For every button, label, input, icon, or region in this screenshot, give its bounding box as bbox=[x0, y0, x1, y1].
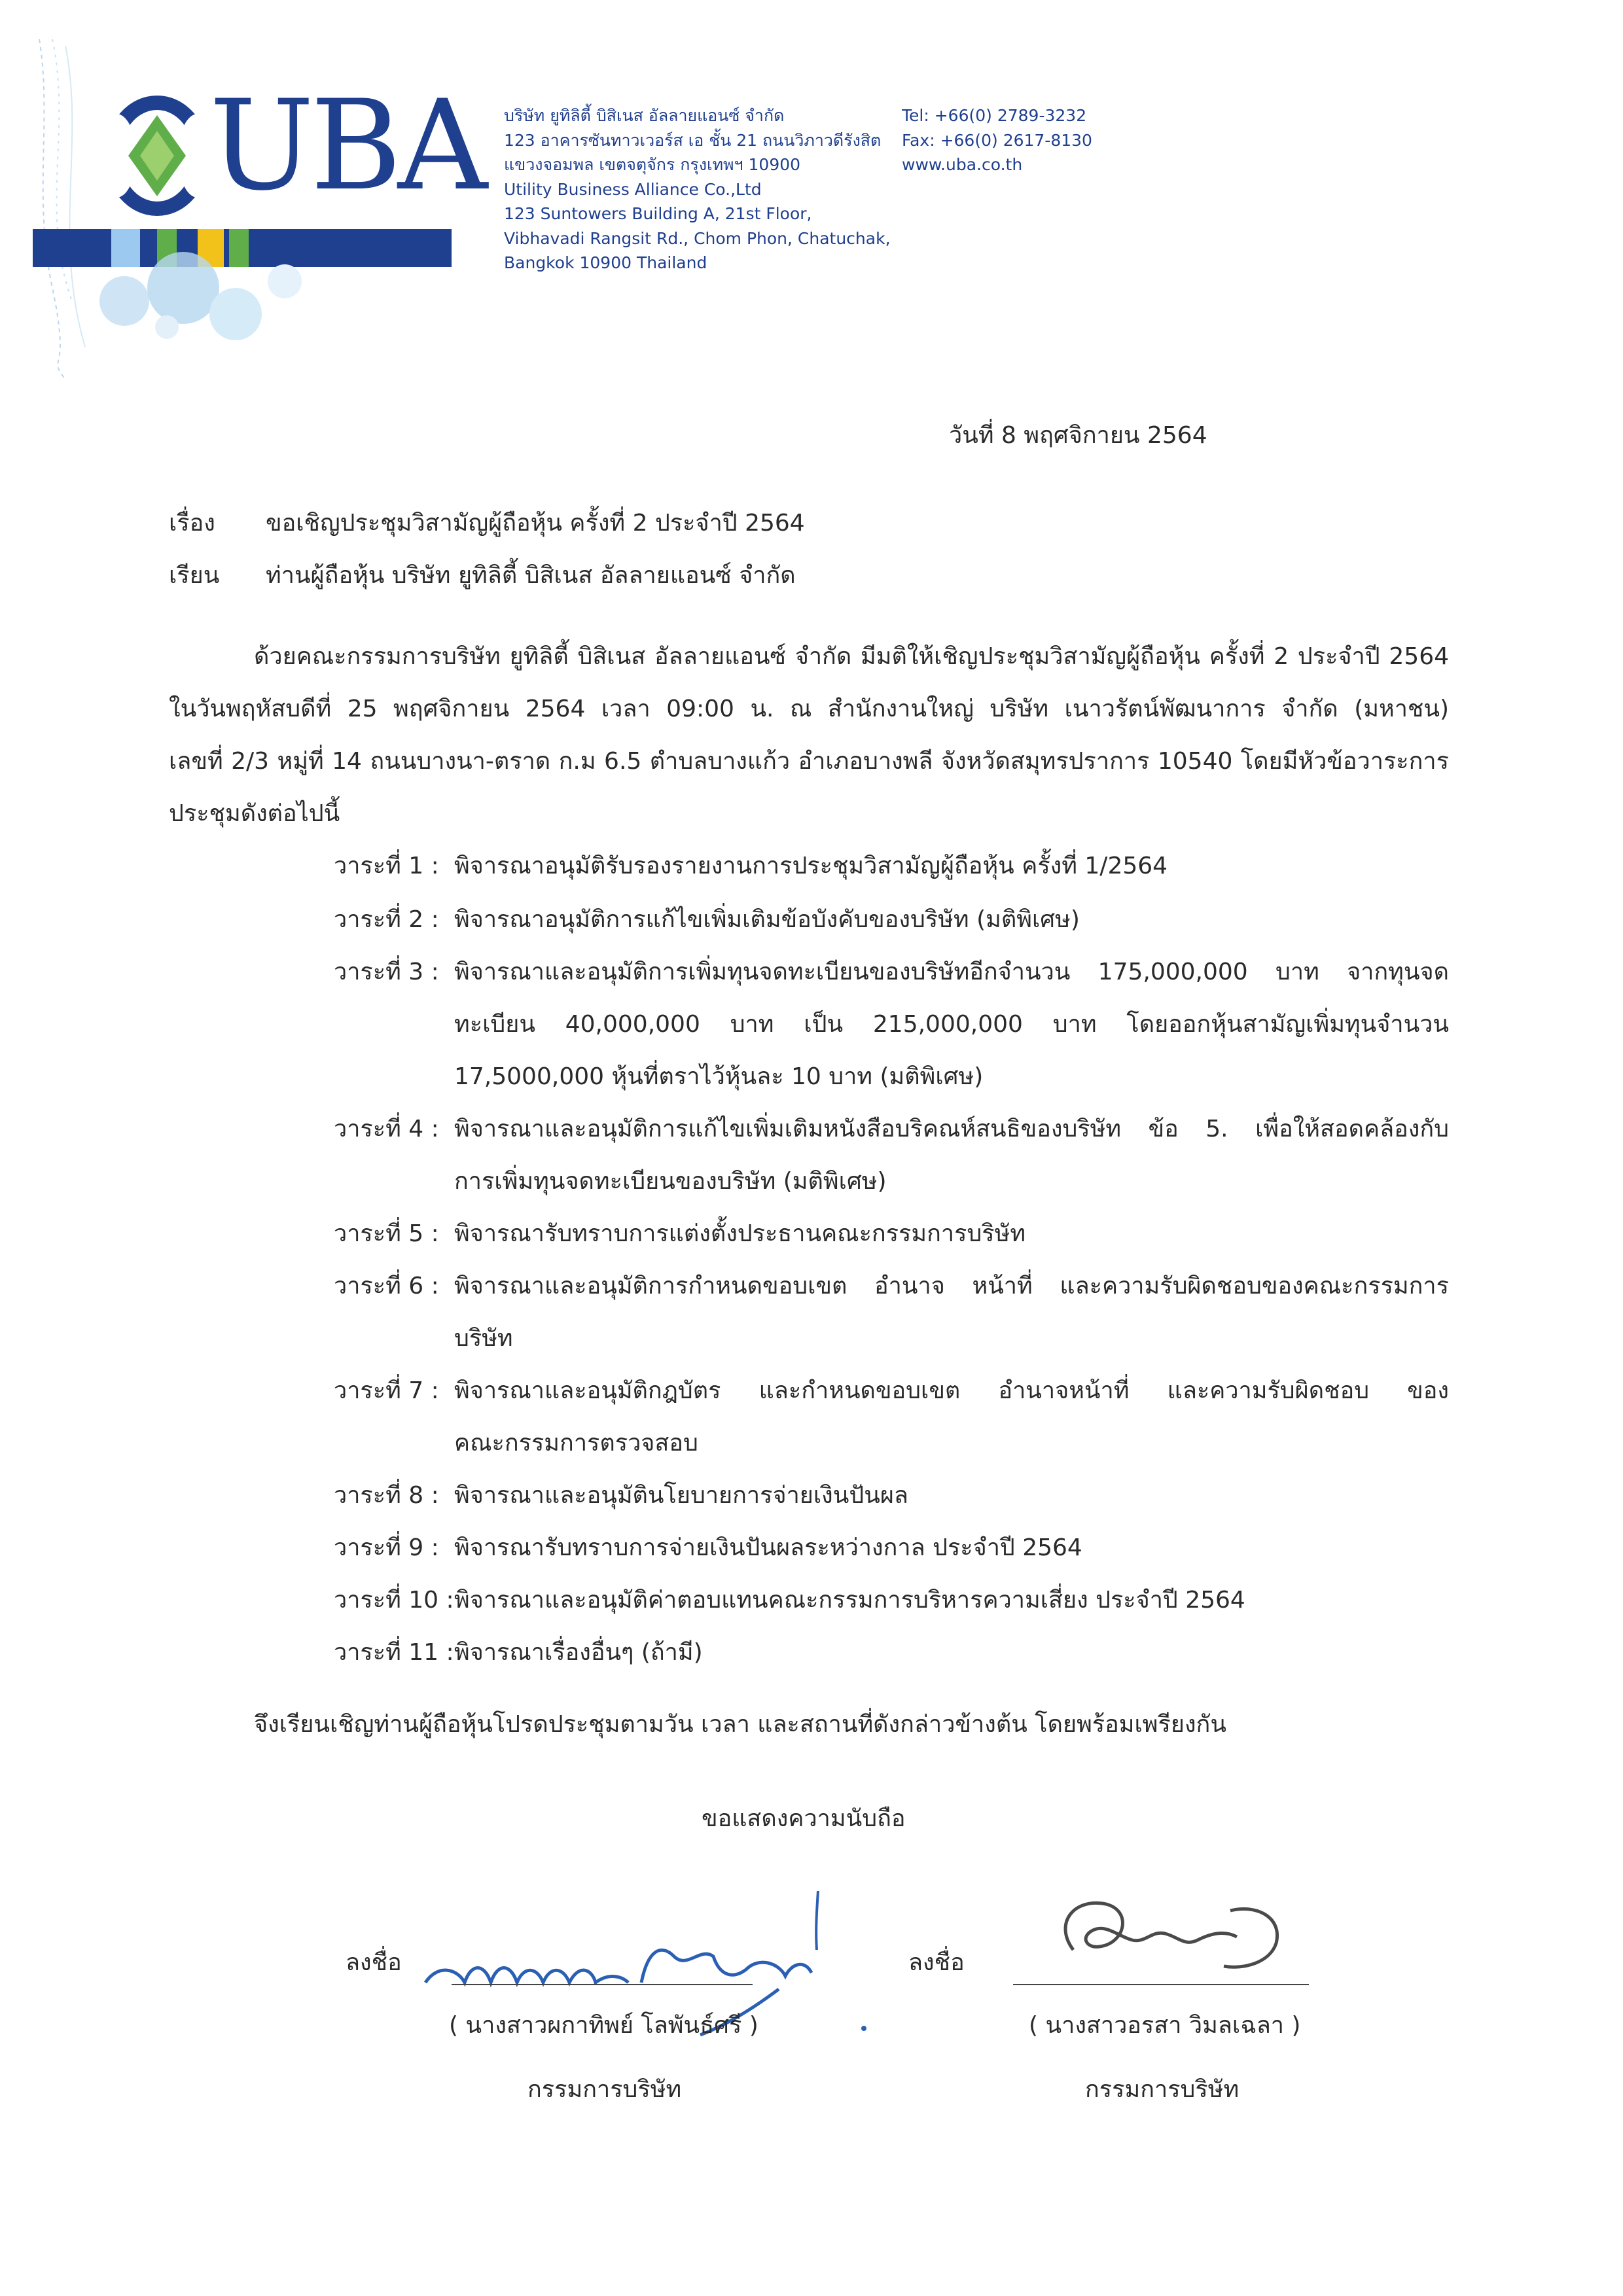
sign-label: ลงชื่อ bbox=[346, 1949, 402, 1976]
agenda-label: วาระที่ 4 : bbox=[334, 1116, 439, 1142]
agenda-text: พิจารณาและอนุมัติกฎบัตร และกำหนดขอบเขต อำนาจหน้าที่ และความรับผิดชอบ ของ bbox=[454, 1377, 1449, 1404]
letter-date: วันที่ 8 พฤศจิกายน 2564 bbox=[949, 422, 1207, 449]
agenda-label: วาระที่ 2 : bbox=[334, 906, 439, 933]
company-line: Bangkok 10900 Thailand bbox=[504, 253, 707, 272]
sign-label: ลงชื่อ bbox=[908, 1949, 965, 1976]
agenda-text: การเพิ่มทุนจดทะเบียนของบริษัท (มติพิเศษ) bbox=[454, 1168, 887, 1195]
agenda-text: พิจารณาอนุมัติการแก้ไขเพิ่มเติมข้อบังคับของบริษัท (มติพิเศษ) bbox=[454, 906, 1080, 933]
agenda-text: พิจารณาและอนุมัตินโยบายการจ่ายเงินปันผล bbox=[454, 1482, 908, 1509]
agenda-label: วาระที่ 5 : bbox=[334, 1220, 439, 1247]
signatory-title: กรรมการบริษัท bbox=[527, 2076, 682, 2103]
company-address bbox=[504, 103, 891, 275]
agenda-label: วาระที่ 10 : bbox=[334, 1587, 454, 1614]
recipient-text: ท่านผู้ถือหุ้น บริษัท ยูทิลิตี้ บิสิเนส อัลลายแอนซ์ จำกัด bbox=[266, 562, 796, 589]
intro-line: เลขที่ 2/3 หมู่ที่ 14 ถนนบางนา-ตราด ก.ม 6.5 ตำบลบางแก้ว อำเภอบางพลี จังหวัดสมุทรปราการ 10540 โดยมีหัวข้อวาระการ bbox=[169, 748, 1449, 775]
website-link[interactable]: www.uba.co.th bbox=[902, 155, 1023, 174]
company-line: 123 Suntowers Building A, 21st Floor, bbox=[504, 204, 812, 223]
agenda-label: วาระที่ 8 : bbox=[334, 1482, 439, 1509]
company-line: บริษัท ยูทิลิตี้ บิสิเนส อัลลายแอนซ์ จำกัด bbox=[504, 106, 785, 125]
intro-line: ด้วยคณะกรรมการบริษัท ยูทิลิตี้ บิสิเนส อัลลายแอนซ์ จำกัด มีมติให้เชิญประชุมวิสามัญผู้ถือหุ้น ครั้งที่ 2 ประจำปี 2564 bbox=[254, 643, 1449, 670]
company-line: แขวงจอมพล เขตจตุจักร กรุงเทพฯ 10900 bbox=[504, 155, 801, 174]
agenda-text: พิจารณารับทราบการจ่ายเงินปันผลระหว่างกาล ประจำปี 2564 bbox=[454, 1534, 1082, 1561]
recipient-label: เรียน bbox=[169, 562, 220, 589]
company-contact bbox=[902, 103, 1092, 177]
regards: ขอแสดงความนับถือ bbox=[702, 1805, 906, 1832]
fax-number: Fax: +66(0) 2617-8130 bbox=[902, 130, 1092, 150]
agenda-text: พิจารณาและอนุมัติการเพิ่มทุนจดทะเบียนของบริษัทอีกจำนวน 175,000,000 บาท จากทุนจด bbox=[454, 959, 1449, 985]
subject-label: เรื่อง bbox=[169, 510, 215, 537]
subject-text: ขอเชิญประชุมวิสามัญผู้ถือหุ้น ครั้งที่ 2 ประจำปี 2564 bbox=[266, 510, 805, 537]
agenda-text: พิจารณาและอนุมัติการแก้ไขเพิ่มเติมหนังสือบริคณห์สนธิของบริษัท ข้อ 5. เพื่อให้สอดคล้องกับ bbox=[454, 1116, 1449, 1142]
agenda-label: วาระที่ 3 : bbox=[334, 959, 439, 985]
agenda-text: พิจารณาเรื่องอื่นๆ (ถ้ามี) bbox=[454, 1639, 703, 1666]
company-line: Vibhavadi Rangsit Rd., Chom Phon, Chatuchak, bbox=[504, 228, 891, 248]
brand-name: UBA bbox=[209, 73, 484, 218]
agenda-text: ทะเบียน 40,000,000 บาท เป็น 215,000,000 บาท โดยออกหุ้นสามัญเพิ่มทุนจำนวน bbox=[454, 1011, 1449, 1038]
phone-number: Tel: +66(0) 2789-3232 bbox=[902, 106, 1087, 125]
handwritten-signature bbox=[1034, 1884, 1309, 1989]
agenda-label: วาระที่ 11 : bbox=[334, 1639, 454, 1666]
signature-line bbox=[452, 1984, 753, 1985]
agenda-text: 17,5000,000 หุ้นที่ตราไว้หุ้นละ 10 บาท (มติพิเศษ) bbox=[454, 1063, 984, 1090]
agenda-text: คณะกรรมการตรวจสอบ bbox=[454, 1430, 698, 1457]
company-line: 123 อาคารซันทาวเวอร์ส เอ ชั้น 21 ถนนวิภาวดีรังสิต bbox=[504, 130, 882, 150]
agenda-text: บริษัท bbox=[454, 1325, 513, 1352]
closing-sentence: จึงเรียนเชิญท่านผู้ถือหุ้นโปรดประชุมตามวัน เวลา และสถานที่ดังกล่าวข้างต้น โดยพร้อมเพรียงกัน bbox=[254, 1711, 1226, 1738]
intro-line: ในวันพฤหัสบดีที่ 25 พฤศจิกายน 2564 เวลา 09:00 น. ณ สำนักงานใหญ่ บริษัท เนาวรัตน์พัฒนาการ จำกัด (มหาชน) bbox=[169, 696, 1449, 722]
signatory-name: ( นางสาวผกาทิพย์ โลพันธ์ศรี ) bbox=[449, 2012, 758, 2039]
intro-line: ประชุมดังต่อไปนี้ bbox=[169, 800, 340, 827]
agenda-label: วาระที่ 7 : bbox=[334, 1377, 439, 1404]
signatory-name: ( นางสาวอรสา วิมลเฉลา ) bbox=[1029, 2012, 1301, 2039]
agenda-text: พิจารณาและอนุมัติค่าตอบแทนคณะกรรมการบริหารความเสี่ยง ประจำปี 2564 bbox=[454, 1587, 1245, 1614]
agenda-text: พิจารณารับทราบการแต่งตั้งประธานคณะกรรมการบริษัท bbox=[454, 1220, 1026, 1247]
agenda-text: พิจารณาอนุมัติรับรองรายงานการประชุมวิสามัญผู้ถือหุ้น ครั้งที่ 1/2564 bbox=[454, 853, 1168, 879]
signature-line bbox=[1013, 1984, 1309, 1985]
agenda-label: วาระที่ 6 : bbox=[334, 1273, 439, 1299]
company-line: Utility Business Alliance Co.,Ltd bbox=[504, 179, 762, 199]
agenda-text: พิจารณาและอนุมัติการกำหนดขอบเขต อำนาจ หน้าที่ และความรับผิดชอบของคณะกรรมการ bbox=[454, 1273, 1449, 1299]
signatory-title: กรรมการบริษัท bbox=[1085, 2076, 1240, 2103]
agenda-label: วาระที่ 9 : bbox=[334, 1534, 439, 1561]
agenda-label: วาระที่ 1 : bbox=[334, 853, 439, 879]
